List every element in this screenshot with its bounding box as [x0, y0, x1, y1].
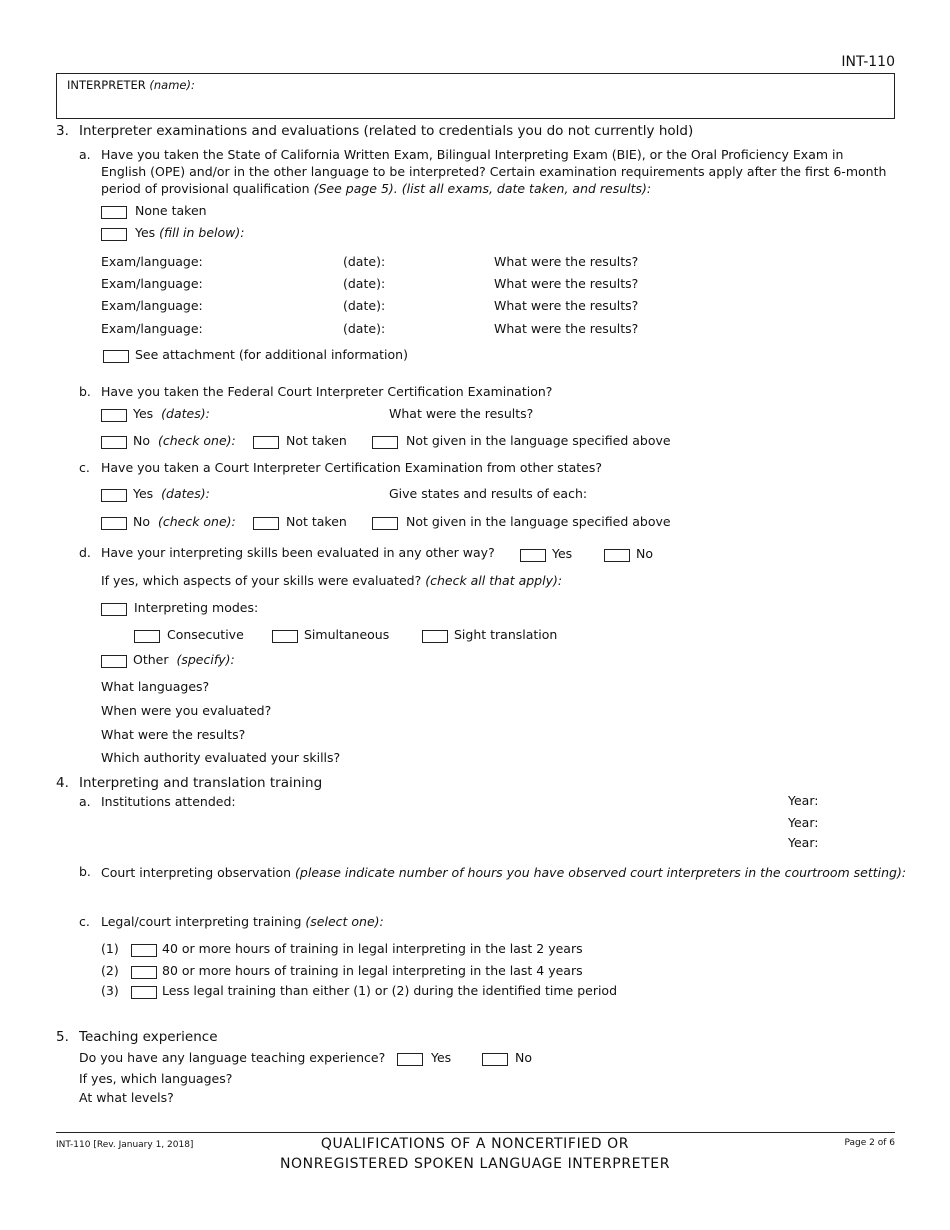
training-option-number: (1)	[101, 941, 119, 956]
institutions-label: Institutions attended:	[101, 794, 236, 809]
q3a-yes-italic: (fill in below):	[159, 225, 245, 240]
q3c-not-given-label: Not given in the language specified above	[406, 514, 671, 529]
q4-number: 4.	[56, 775, 69, 791]
which-languages-label: If yes, which languages?	[79, 1071, 233, 1086]
interpreter-label-text: INTERPRETER	[67, 78, 146, 92]
q4a-letter: a.	[79, 794, 91, 809]
q3b-yes-label	[133, 406, 210, 421]
consecutive-checkbox[interactable]	[134, 630, 160, 643]
form-number: INT-110	[841, 54, 895, 70]
q3c-not-taken-checkbox[interactable]	[253, 517, 279, 530]
sight-translation-label: Sight translation	[454, 627, 558, 642]
see-attachment-checkbox[interactable]	[103, 350, 129, 363]
q3c-question: Have you taken a Court Interpreter Certification Examination from other states?	[101, 460, 602, 475]
q3d-aspects-label	[101, 573, 562, 588]
q3a-yes-text: Yes	[135, 225, 156, 240]
q3c-yes-checkbox[interactable]	[101, 489, 127, 502]
year-label: Year:	[788, 835, 819, 850]
footer-title-line2: NONREGISTERED SPOKEN LANGUAGE INTERPRETER	[279, 1156, 671, 1172]
interpreting-modes-label: Interpreting modes:	[134, 600, 259, 615]
q3c-letter: c.	[79, 460, 90, 475]
q3c-yes-text: Yes	[133, 486, 154, 501]
what-languages-label: What languages?	[101, 679, 210, 694]
other-text: Other	[133, 652, 169, 667]
training-label	[101, 914, 384, 929]
q3d-no-label: No	[636, 546, 653, 561]
q3c-no-italic: (check one):	[157, 514, 236, 529]
q3b-no-label	[133, 433, 236, 448]
q3b-not-given-checkbox[interactable]	[372, 436, 398, 449]
q3d-aspects-text: If yes, which aspects of your skills were evaluated?	[101, 573, 422, 588]
footer-rule	[56, 1132, 895, 1133]
observation-label	[101, 865, 906, 880]
q5-title: Teaching experience	[79, 1029, 218, 1045]
see-attachment-label: See attachment (for additional information)	[135, 347, 408, 362]
other-italic: (specify):	[176, 652, 235, 667]
none-taken-checkbox[interactable]	[101, 206, 127, 219]
exam-language-label: Exam/language:	[101, 298, 203, 313]
teaching-yes-checkbox[interactable]	[397, 1053, 423, 1066]
q3a-text-italic: (See page 5). (list all exams, date taken, and results):	[313, 181, 652, 196]
exam-language-label: Exam/language:	[101, 254, 203, 269]
exam-language-label: Exam/language:	[101, 321, 203, 336]
q3a-text: Have you taken the State of California Written Exam, Bilingual Interpreting Exam (BIE), or the Oral Proficiency Exam in English (OPE) and/or in the other language to be interpreted? Certain examination requirements apply after the first 6-month period of provisional qualification	[101, 147, 887, 196]
simultaneous-checkbox[interactable]	[272, 630, 298, 643]
training-option-2-checkbox[interactable]	[131, 966, 157, 979]
exam-results-label: What were the results?	[494, 254, 639, 269]
q3c-yes-label	[133, 486, 210, 501]
q3d-question: Have your interpreting skills been evaluated in any other way?	[101, 545, 495, 560]
q3-number: 3.	[56, 123, 69, 139]
q3a-yes-checkbox[interactable]	[101, 228, 127, 241]
observation-text: Court interpreting observation	[101, 865, 292, 880]
evaluation-results-label: What were the results?	[101, 727, 246, 742]
q3b-not-taken-checkbox[interactable]	[253, 436, 279, 449]
training-option-3-checkbox[interactable]	[131, 986, 157, 999]
when-evaluated-label: When were you evaluated?	[101, 703, 272, 718]
interpreter-name-label	[67, 78, 195, 92]
q3b-no-italic: (check one):	[157, 433, 236, 448]
q3b-no-checkbox[interactable]	[101, 436, 127, 449]
q3c-not-taken-label: Not taken	[286, 514, 347, 529]
exam-results-label: What were the results?	[494, 321, 639, 336]
none-taken-label: None taken	[135, 203, 207, 218]
q3c-no-checkbox[interactable]	[101, 517, 127, 530]
q3d-yes-checkbox[interactable]	[520, 549, 546, 562]
exam-language-label: Exam/language:	[101, 276, 203, 291]
exam-date-label: (date):	[343, 321, 386, 336]
q3d-letter: d.	[79, 545, 91, 560]
q3a-letter: a.	[79, 147, 91, 162]
training-option-text: 40 or more hours of training in legal interpreting in the last 2 years	[162, 941, 583, 956]
teaching-yes-label: Yes	[431, 1050, 452, 1065]
q3b-question: Have you taken the Federal Court Interpreter Certification Examination?	[101, 384, 553, 399]
q4c-letter: c.	[79, 914, 90, 929]
q3d-aspects-italic: (check all that apply):	[425, 573, 563, 588]
q3c-no-text: No	[133, 514, 150, 529]
training-option-number: (2)	[101, 963, 119, 978]
q3a-yes-label	[135, 225, 244, 240]
form-revision: INT-110 [Rev. January 1, 2018]	[56, 1140, 194, 1150]
interpreting-modes-checkbox[interactable]	[101, 603, 127, 616]
q3d-yes-label: Yes	[552, 546, 573, 561]
training-text: Legal/court interpreting training	[101, 914, 302, 929]
page-number: Page 2 of 6	[844, 1138, 895, 1148]
q3b-yes-italic: (dates):	[161, 406, 210, 421]
year-label: Year:	[788, 793, 819, 808]
q4b-letter: b.	[79, 864, 91, 879]
training-italic: (select one):	[305, 914, 384, 929]
training-option-1-checkbox[interactable]	[131, 944, 157, 957]
q3b-results-label: What were the results?	[389, 406, 534, 421]
q3c-states-label: Give states and results of each:	[389, 486, 588, 501]
teaching-no-checkbox[interactable]	[482, 1053, 508, 1066]
q3c-yes-italic: (dates):	[161, 486, 210, 501]
teaching-no-label: No	[515, 1050, 532, 1065]
q5-number: 5.	[56, 1029, 69, 1045]
training-option-text: 80 or more hours of training in legal interpreting in the last 4 years	[162, 963, 583, 978]
q3c-not-given-checkbox[interactable]	[372, 517, 398, 530]
sight-translation-checkbox[interactable]	[422, 630, 448, 643]
q3b-not-taken-label: Not taken	[286, 433, 347, 448]
training-option-number: (3)	[101, 983, 119, 998]
exam-date-label: (date):	[343, 298, 386, 313]
evaluating-authority-label: Which authority evaluated your skills?	[101, 750, 341, 765]
exam-date-label: (date):	[343, 276, 386, 291]
q3b-no-text: No	[133, 433, 150, 448]
other-label	[133, 652, 235, 667]
interpreter-name-field[interactable]	[56, 73, 895, 119]
consecutive-label: Consecutive	[167, 627, 244, 642]
q3b-yes-checkbox[interactable]	[101, 409, 127, 422]
training-option-text: Less legal training than either (1) or (2) during the identified time period	[162, 983, 618, 998]
exam-results-label: What were the results?	[494, 276, 639, 291]
q4-title: Interpreting and translation training	[79, 775, 323, 791]
interpreter-label-italic: (name):	[149, 78, 195, 92]
q3b-letter: b.	[79, 384, 91, 399]
q3b-not-given-label: Not given in the language specified above	[406, 433, 671, 448]
year-label: Year:	[788, 815, 819, 830]
other-checkbox[interactable]	[101, 655, 127, 668]
q3a-question	[101, 146, 891, 197]
what-levels-label: At what levels?	[79, 1090, 174, 1105]
q3c-no-label	[133, 514, 236, 529]
footer-title-line1: QUALIFICATIONS OF A NONCERTIFIED OR	[320, 1136, 630, 1152]
q3d-no-checkbox[interactable]	[604, 549, 630, 562]
observation-italic: (please indicate number of hours you have observed court interpreters in the courtroom setting):	[295, 865, 907, 880]
q3b-yes-text: Yes	[133, 406, 154, 421]
teaching-question: Do you have any language teaching experience?	[79, 1050, 386, 1065]
exam-results-label: What were the results?	[494, 298, 639, 313]
simultaneous-label: Simultaneous	[304, 627, 390, 642]
q3-title: Interpreter examinations and evaluations (related to credentials you do not currently hold)	[79, 123, 694, 139]
exam-date-label: (date):	[343, 254, 386, 269]
